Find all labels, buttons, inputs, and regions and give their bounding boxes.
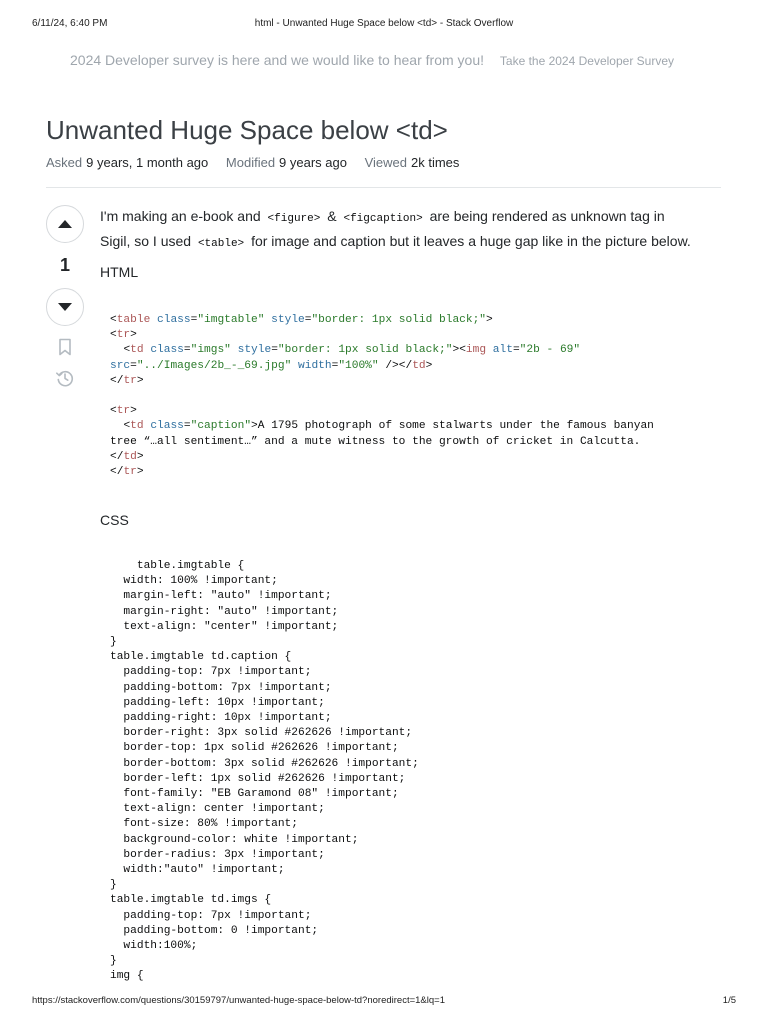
body-paragraph: I'm making an e-book and <figure> & <figcaption> are being rendered as unknown tag in Sigil, so I used <table> for image and caption but it leaves a huge gap like in the picture below. <box>100 208 691 250</box>
divider <box>46 187 721 188</box>
code-line: border-top: 1px solid #262626 !important; <box>110 742 399 755</box>
code-line: padding-left: 10px !important; <box>110 696 325 709</box>
code-line: img { <box>110 970 144 983</box>
code-line: text-align: center !important; <box>110 803 325 816</box>
code-line: margin-right: "auto" !important; <box>110 605 339 618</box>
print-footer <box>32 995 736 1009</box>
code-line: border-radius: 3px !important; <box>110 848 325 861</box>
inline-code: <table> <box>197 238 245 250</box>
asked-value[interactable]: 9 years, 1 month ago <box>86 155 209 170</box>
history-button[interactable] <box>46 368 84 388</box>
code-line: table.imgtable td.imgs { <box>110 894 272 907</box>
history-icon <box>55 368 75 388</box>
code-line: background-color: white !important; <box>110 833 359 846</box>
question-title[interactable]: Unwanted Huge Space below <td> <box>46 115 448 145</box>
html-code-block[interactable]: <table class="imgtable" style="border: 1px solid black;"> <tr> <td class="imgs" style="border: 1px solid black;"><img alt="2b - 69" src="../Images/2b_-_69.jpg" width="100%" /></td> </tr> <tr> <td class="caption">A 1795 photograph of some stalwarts under the famous banyan tree “…all sentiment…” and a mute witness to the growth of cricket in Calcutta. </td> </tr> <box>110 314 654 479</box>
code-line: } <box>110 955 117 968</box>
asked-info <box>46 155 212 170</box>
survey-link[interactable]: Take the 2024 Developer Survey <box>499 54 674 68</box>
css-label: CSS <box>100 512 129 528</box>
code-line: } <box>110 879 117 892</box>
code-line: } <box>110 636 117 649</box>
code-line: padding-bottom: 0 !important; <box>110 924 319 937</box>
arrow-down-icon <box>58 303 72 311</box>
viewed-value: 2k times <box>411 155 460 170</box>
survey-banner <box>70 52 710 72</box>
html-label: HTML <box>100 264 139 280</box>
print-page-title: html - Unwanted Huge Space below <td> - Stack Overflow <box>254 18 514 29</box>
question-meta <box>46 155 473 170</box>
arrow-up-icon <box>58 220 72 228</box>
bookmark-icon <box>58 338 72 356</box>
print-url: https://stackoverflow.com/questions/30159797/unwanted-huge-space-below-td?noredirect=1&lq=1 <box>32 995 445 1006</box>
vote-count: 1 <box>59 255 70 275</box>
css-code-block[interactable] <box>110 559 419 985</box>
bookmark-button[interactable] <box>46 338 84 356</box>
code-line: table.imgtable td.caption { <box>110 651 292 664</box>
viewed-label: Viewed <box>364 155 408 170</box>
vote-cell <box>46 205 86 388</box>
code-line: width: 100% !important; <box>110 575 278 588</box>
code-line: font-size: 80% !important; <box>110 818 298 831</box>
upvote-button[interactable] <box>46 205 84 243</box>
downvote-button[interactable] <box>46 288 84 326</box>
code-line: padding-right: 10px !important; <box>110 712 332 725</box>
code-line: padding-bottom: 7px !important; <box>110 681 332 694</box>
inline-code: <figcaption> <box>343 213 423 225</box>
code-line: font-family: "EB Garamond 08" !important; <box>110 788 399 801</box>
print-page-number: 1/5 <box>722 995 736 1006</box>
code-line: border-bottom: 3px solid #262626 !important; <box>110 757 419 770</box>
viewed-info <box>365 155 460 170</box>
code-line: width:"auto" !important; <box>110 864 285 877</box>
code-line: padding-top: 7px !important; <box>110 666 312 679</box>
code-line: width:100%; <box>110 940 198 953</box>
code-line: text-align: "center" !important; <box>110 620 339 633</box>
modified-info <box>226 155 351 170</box>
code-line: margin-left: "auto" !important; <box>110 590 332 603</box>
print-date: 6/11/24, 6:40 PM <box>32 18 108 29</box>
question-body <box>100 205 712 255</box>
print-header <box>32 18 736 32</box>
inline-code: <figure> <box>267 213 321 225</box>
modified-label: Modified <box>225 155 276 170</box>
modified-value[interactable]: 9 years ago <box>279 155 347 170</box>
asked-label: Asked <box>46 155 83 170</box>
code-line: border-left: 1px solid #262626 !important; <box>110 772 406 785</box>
code-line: table.imgtable { <box>110 560 245 572</box>
survey-banner-text: 2024 Developer survey is here and we would like to hear from you! <box>70 52 484 68</box>
code-line: padding-top: 7px !important; <box>110 909 312 922</box>
code-line: border-right: 3px solid #262626 !important; <box>110 727 413 740</box>
